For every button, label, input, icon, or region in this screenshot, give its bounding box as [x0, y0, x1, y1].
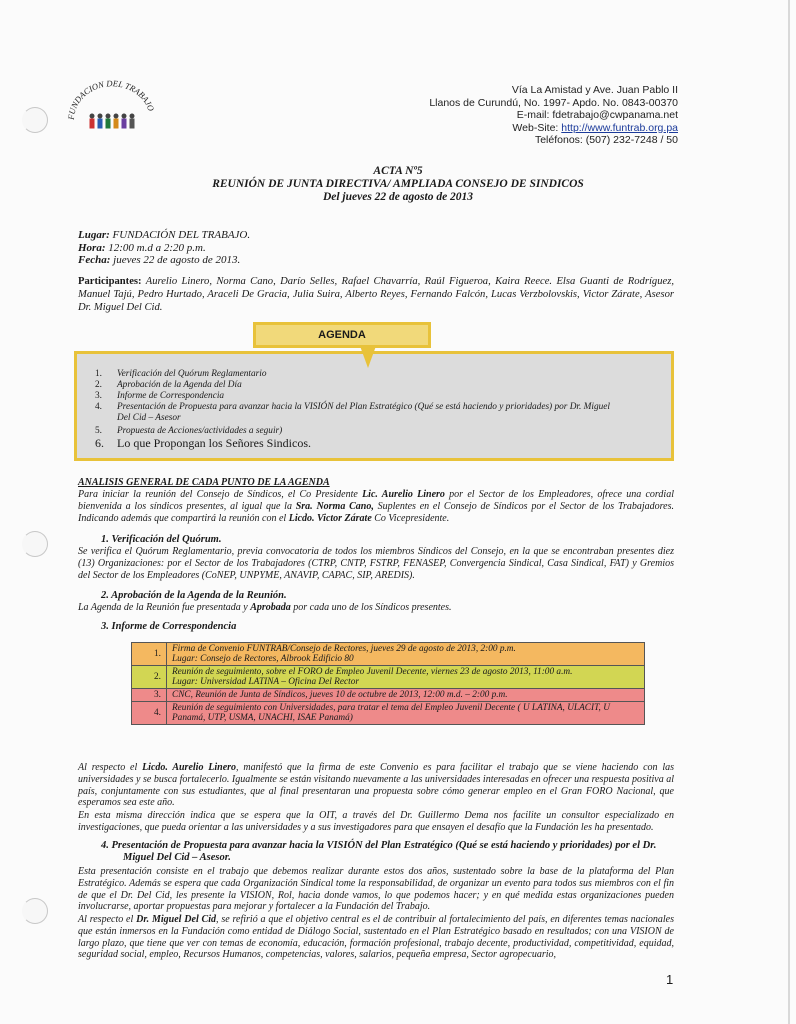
table-cell: CNC, Reunión de Junta de Síndicos, jueves 10 de octubre de 2013, 12:00 m.d. – 2:00 p.m. — [167, 689, 645, 702]
punch-hole — [22, 898, 48, 924]
agenda-item: 4. Presentación de Propuesta para avanzar hacia la VISIÓN del Plan Estratégico (Qué se está haciendo y prioridades) por Dr. Miguel — [95, 402, 611, 412]
section4-p1: Esta presentación consiste en el trabajo que debemos realizar durante estos dos años, sustentado sobre la base de la plataforma del Plan Estratégico. Además se espera que cada Organización Sindical tome la responsabilidad, de organizar un evento para todos sus miembros con el fin de que el Dr. Del Cid, les presente la VISION, Rol, hacia donde vamos, lo que podemos hacer; y en qué medida estas organizaciones pueden involucrarse, aportar propuestas para mejorar y fortalecer a la Fundación del Trabajo. — [78, 866, 674, 913]
page-edge — [788, 0, 790, 1024]
agenda-item: 5. Propuesta de Acciones/actividades a seguir) — [95, 426, 283, 436]
table-cell: Reunión de seguimiento con Universidades, para tratar el tema del Empleo Juvenil Decente ( U LATINA, ULACIT, U Panamá, UTP, USMA, UNACHI, ISAE Panamá) — [167, 702, 645, 725]
website-line — [429, 122, 678, 135]
participants-list: Aurelio Linero, Norma Cano, Darío Selles, Rafael Chavarría, Raúl Figueroa, Kaira Reece. Elsa Guanti de Rodríguez, Manuel Tajú, Pedro Hurtado, Araceli De Gracia, Julia Suira, Alberto Reyes, Fernando Falcón, Lucas Verzbolovskis, Victor Zárate, Asesor Dr. Miguel Del Cid. — [78, 276, 674, 313]
section2-text: La Agenda de la Reunión fue presentada y Aprobada por cada uno de los Síndicos presentes. — [78, 602, 452, 613]
analysis-intro: Para iniciar la reunión del Consejo de Síndicos, el Co Presidente Lic. Aurelio Linero por el Sector de los Empleadores, ofrece una cordial bienvenida a los síndicos presentes, al igual que la Sra. Norma Cano, Suplentes en el Consejo de Síndicos por el Sector de los Trabajadores. Indicando además que compartirá la reunión con el Licdo. Victor Zárate Co Vicepresidente. — [78, 489, 674, 524]
analysis-heading: ANALISIS GENERAL DE CADA PUNTO DE LA AGENDA — [78, 477, 330, 488]
after-table-p2: En esta misma dirección indica que se espera que la OIT, a través del Dr. Guillermo Dema nos facilite un consultor especializado en investigaciones, que pueda orientar a las universidades y a sus investigadores para que ensayen el desafío que la Fundación les ha presentado. — [78, 810, 674, 833]
address-line: Llanos de Curundú, No. 1997- Apdo. No. 0843-00370 — [429, 96, 678, 109]
table-row — [132, 643, 645, 666]
agenda-item: Del Cid – Asesor — [117, 413, 181, 423]
lugar-row — [78, 229, 250, 242]
email-line: E-mail: fdetrabajo@cwpanama.net — [516, 109, 678, 121]
section1-heading: 1. Verificación del Quórum. — [101, 534, 222, 545]
svg-text:FUNDACION DEL TRABAJO — [66, 80, 156, 121]
participants-label: Participantes: — [78, 276, 142, 287]
hora-value: 12:00 m.d a 2:20 p.m. — [108, 241, 206, 254]
punch-hole — [22, 531, 48, 557]
table-cell: Reunión de seguimiento, sobre el FORO de Empleo Juvenil Decente, viernes 23 de agosto 2013, 11:00 a.m. Lugar: Universidad LATINA – Oficina Del Rector — [167, 666, 645, 689]
document-date: Del jueves 22 de agosto de 2013 — [322, 191, 474, 203]
address-block — [429, 84, 678, 147]
page-number: 1 — [666, 972, 674, 987]
lugar-value: FUNDACIÓN DEL TRABAJO. — [112, 229, 251, 241]
section1-text: Se verifica el Quórum Reglamentario, previa convocatoria de todos los miembros Síndicos del Consejo, en la que se encontraban presentes diez (13) Organizaciones: por el Sector de los Trabajadores (CTRP, CNTP, FSTRP, FENASEP, Convergencia Sindical, Casa Sindical, FAT) y Gremios del Sector de los Empleadores (CoNEP, UNPYME, ANAVIP, CAPAC, SIP, AREDIS). — [78, 546, 674, 581]
after-table-p1: Al respecto el Licdo. Aurelio Linero, manifestó que la firma de este Convenio es para facilitar el trabajo que se viene haciendo con las universidades y se busca fortalecerlo. Igualmente se están visitando nuevamente a las universidades interesadas en ofrecer una respuesta positiva al país, conjuntamente con sus estudiantes, que al final presentaran una propuesta sobre cómo generar empleo en el Gran FORO Nacional, que esperamos sea este año. — [78, 762, 675, 809]
website-label: Web-Site: — [512, 121, 559, 134]
meeting-meta — [78, 229, 250, 267]
table-row — [132, 702, 645, 725]
section4-heading: 4. Presentación de Propuesta para avanzar hacia la VISIÓN del Plan Estratégico (Qué se está haciendo y prioridades) por el Dr. Miguel Del Cid – Asesor. — [101, 840, 657, 863]
section4-p2: Al respecto el Dr. Miguel Del Cid, se refirió a que el objetivo central es el de contribuir al fortalecimiento del país, en diferentes temas nacionales que están inmersos en la Fundación como entidad de Diálogo Social, sustentado en el Plan Estratégico basado en resultados; con una VISION de largo plazo, que tiene que ver con temas de economía, educación, formación profesional, trabajo decente, productividad, competitividad, equidad, seguridad social, empleo, Recursos Humanos, competencias, valores, salarios, pequeña empresa, Sector agropecuario, — [78, 914, 675, 961]
workers-figures-icon — [90, 114, 135, 129]
agenda-heading: AGENDA — [253, 322, 431, 348]
website-link[interactable]: http://www.funtrab.org.pa — [561, 121, 678, 134]
table-cell-num: 3. — [132, 689, 167, 702]
agenda-arrow — [360, 346, 376, 368]
agenda-item: 3. Informe de Correspondencia — [95, 391, 225, 401]
section3-heading: 3. Informe de Correspondencia — [101, 621, 237, 632]
agenda-item: 1. Verificación del Quórum Reglamentario — [95, 369, 267, 379]
table-cell-num: 4. — [132, 702, 167, 725]
document-title: REUNIÓN DE JUNTA DIRECTIVA/ AMPLIADA CONSEJO DE SINDICOS — [212, 178, 584, 190]
punch-hole — [22, 107, 48, 133]
logo-text: FUNDACION DEL TRABAJO — [66, 80, 156, 121]
fecha-row — [78, 254, 250, 267]
phones-line: Teléfonos: (507) 232-7248 / 50 — [534, 134, 678, 146]
correspondence-table — [131, 642, 645, 725]
table-cell-num: 1. — [132, 643, 167, 666]
agenda-item: 2. Aprobación de la Agenda del Día — [95, 380, 242, 390]
address-line: Vía La Amistad y Ave. Juan Pablo II — [511, 84, 678, 96]
section2-heading: 2. Aprobación de la Agenda de la Reunión. — [101, 590, 287, 601]
fecha-label: Fecha: — [78, 254, 111, 266]
hora-label: Hora: — [78, 241, 106, 254]
agenda-item: 6. Lo que Propongan los Señores Sindicos. — [95, 436, 311, 450]
table-row — [132, 689, 645, 702]
fundacion-logo — [66, 80, 156, 142]
fecha-value: jueves 22 de agosto de 2013. — [113, 254, 241, 266]
table-row — [132, 666, 645, 689]
table-cell-num: 2. — [132, 666, 167, 689]
hora-row — [78, 242, 250, 255]
lugar-label: Lugar: — [78, 229, 110, 241]
participants — [78, 275, 674, 314]
table-cell: Firma de Convenio FUNTRAB/Consejo de Rectores, jueves 29 de agosto de 2013, 2:00 p.m. Lugar: Consejo de Rectores, Albrook Edificio 80 — [167, 643, 645, 666]
acta-number: ACTA Nº5 — [373, 165, 423, 177]
